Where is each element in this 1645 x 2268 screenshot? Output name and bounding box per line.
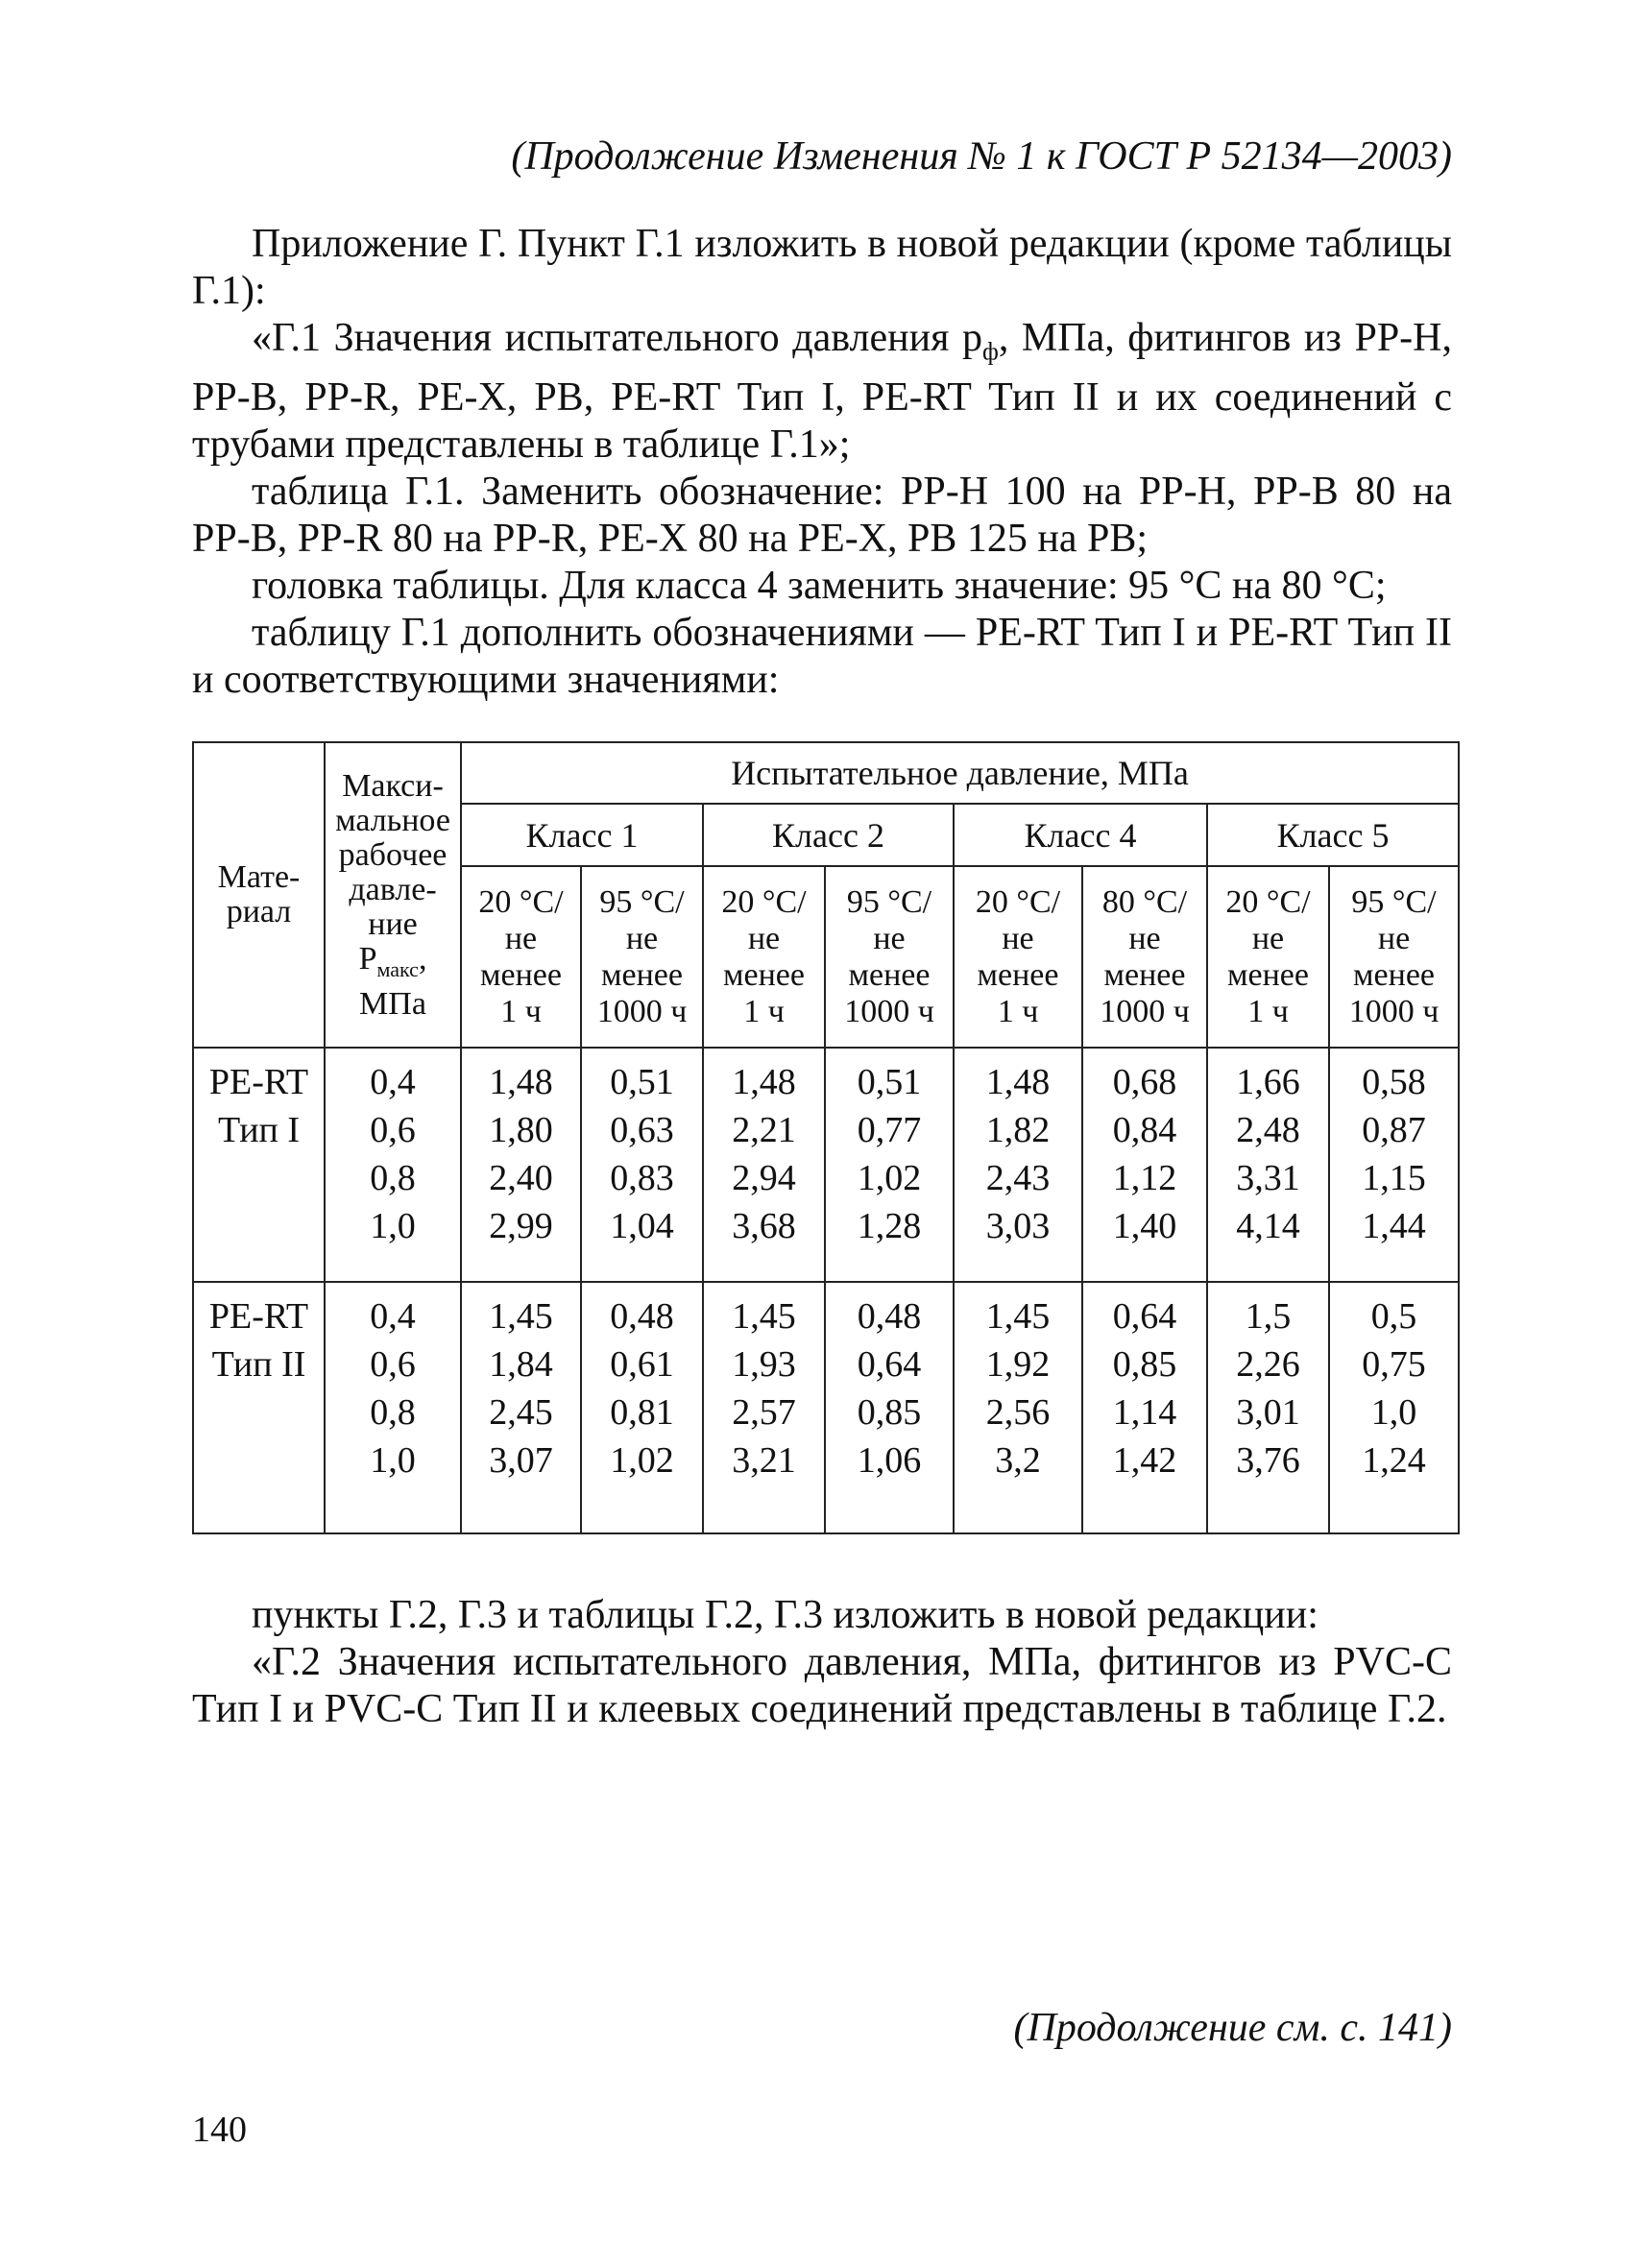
pressure-values-cell xyxy=(825,1048,954,1282)
pressure-value: 1,24 xyxy=(1362,1440,1426,1482)
pressure-value: 0,61 xyxy=(610,1344,674,1386)
g1-text-before: «Г.1 Значения испытательного давления p xyxy=(252,316,982,360)
pressure-value: 0,75 xyxy=(1362,1344,1426,1386)
header-condition-6 xyxy=(1082,866,1207,1048)
pressure-value: 2,43 xyxy=(985,1158,1051,1199)
pressure-value: 1,80 xyxy=(489,1110,553,1151)
condition-line: не xyxy=(625,920,659,956)
pmax-line: мальное xyxy=(335,802,450,838)
pressure-value: 0,85 xyxy=(1112,1344,1177,1386)
condition-line: 1000 ч xyxy=(596,993,688,1029)
pressure-value: 1,45 xyxy=(489,1296,553,1338)
pressure-value: 0,87 xyxy=(1362,1110,1426,1151)
condition-line: менее xyxy=(1103,956,1186,993)
pressure-value: 1,45 xyxy=(985,1296,1051,1338)
condition-line: 1 ч xyxy=(1247,993,1289,1029)
condition-line: 80 °С/ xyxy=(1101,883,1188,920)
material-cell xyxy=(193,1048,325,1282)
condition-line: менее xyxy=(848,956,931,993)
condition-line: менее xyxy=(1353,956,1436,993)
group-row-pe-rt-type-2 xyxy=(193,1282,1459,1533)
pmax-value: 0,6 xyxy=(370,1344,416,1386)
pressure-value: 0,51 xyxy=(610,1062,674,1103)
pressure-value: 2,57 xyxy=(732,1392,796,1434)
pressure-value: 3,31 xyxy=(1236,1158,1300,1199)
condition-line: 20 °С/ xyxy=(478,883,564,920)
pressure-value: 1,42 xyxy=(1112,1440,1177,1482)
pressure-value: 0,48 xyxy=(610,1296,674,1338)
pressure-values-cell xyxy=(1082,1282,1207,1533)
pressure-values-cell xyxy=(825,1282,954,1533)
paragraph-g1 xyxy=(192,315,1452,469)
pmax-values-cell xyxy=(325,1048,461,1282)
pressure-value: 0,68 xyxy=(1112,1062,1177,1103)
pressure-value: 0,77 xyxy=(857,1110,922,1151)
g1-text-after: , МПа, фитингов из PP-H, PP-B, PP-R, PE-X, PB, PE-RT Тип I, PE-RT Тип II и их соединений с трубами представлены в таблице Г.1»; xyxy=(192,316,1452,468)
pressure-value: 4,14 xyxy=(1236,1206,1300,1247)
pressure-value: 1,92 xyxy=(985,1344,1051,1386)
pressure-value: 3,07 xyxy=(489,1440,553,1482)
pressure-value: 0,64 xyxy=(1112,1296,1177,1338)
pressure-value: 1,5 xyxy=(1245,1296,1292,1338)
pmax-value: 0,6 xyxy=(370,1110,416,1151)
header-class-4: Класс 4 xyxy=(954,804,1207,865)
pmax-line: ние xyxy=(368,905,418,942)
pressure-values-cell xyxy=(703,1048,825,1282)
pressure-value: 2,26 xyxy=(1236,1344,1300,1386)
pmax-value: 0,8 xyxy=(370,1392,416,1434)
body-text-top xyxy=(192,221,1452,704)
condition-line: не xyxy=(1377,920,1411,956)
condition-line: 20 °С/ xyxy=(1225,883,1311,920)
group-row-pe-rt-type-1 xyxy=(193,1048,1459,1282)
pressure-values-cell xyxy=(703,1282,825,1533)
condition-line: 95 °С/ xyxy=(599,883,685,920)
pressure-value: 1,06 xyxy=(857,1440,922,1482)
test-pressure-table xyxy=(192,741,1460,1534)
continuation-note: (Продолжение см. с. 141) xyxy=(1013,2006,1452,2050)
paragraph-g2: «Г.2 Значения испытательного давления, МПа, фитингов из PVC-C Тип I и PVC-C Тип II и клеевых соединений представлены в таблице Г.2. xyxy=(192,1640,1452,1731)
header-condition-3 xyxy=(703,866,825,1048)
pmax-comma: , xyxy=(418,940,427,977)
paragraph-table-add: таблицу Г.1 дополнить обозначениями — PE-RT Тип I и PE-RT Тип II и соответствующими значениями: xyxy=(192,611,1452,703)
paragraph-appendix: Приложение Г. Пункт Г.1 изложить в новой редакции (кроме таблицы Г.1): xyxy=(192,222,1452,313)
pressure-value: 1,44 xyxy=(1362,1206,1426,1247)
pressure-value: 3,76 xyxy=(1236,1440,1300,1482)
pressure-values-cell xyxy=(1207,1048,1329,1282)
pressure-values-cell xyxy=(461,1048,581,1282)
pressure-value: 2,21 xyxy=(732,1110,796,1151)
pressure-value: 0,5 xyxy=(1370,1296,1417,1338)
pressure-value: 1,15 xyxy=(1362,1158,1426,1199)
pressure-value: 1,93 xyxy=(732,1344,796,1386)
pmax-value: 0,8 xyxy=(370,1158,416,1199)
pressure-value: 3,01 xyxy=(1236,1392,1300,1434)
paragraph-table-g1: таблица Г.1. Заменить обозначение: PP-H 100 на PP-H, PP-B 80 на PP-B, PP-R 80 на PP-R, PE-X 80 на PE-X, PB 125 на PB; xyxy=(192,470,1452,562)
condition-line: 95 °С/ xyxy=(1351,883,1437,920)
material-line: PE-RT xyxy=(208,1062,309,1103)
header-condition-2 xyxy=(581,866,703,1048)
header-test-pressure: Испытательное давление, МПа xyxy=(461,742,1459,804)
condition-line: не xyxy=(1128,920,1161,956)
pressure-value: 1,48 xyxy=(985,1062,1051,1103)
paragraph-points: пункты Г.2, Г.3 и таблицы Г.2, Г.3 изложить в новой редакции: xyxy=(252,1593,1318,1637)
pressure-value: 0,51 xyxy=(857,1062,922,1103)
pressure-value: 3,68 xyxy=(732,1206,796,1247)
pressure-value: 2,45 xyxy=(489,1392,553,1434)
condition-line: 1 ч xyxy=(743,993,785,1029)
pressure-value: 1,48 xyxy=(489,1062,553,1103)
pmax-value: 0,4 xyxy=(370,1062,416,1103)
pressure-values-cell xyxy=(461,1282,581,1533)
pmax-line: Макси- xyxy=(342,767,444,804)
pressure-value: 0,63 xyxy=(610,1110,674,1151)
header-material: Мате-риал xyxy=(193,742,325,1048)
pressure-values-cell xyxy=(1082,1048,1207,1282)
pressure-value: 0,58 xyxy=(1362,1062,1426,1103)
pressure-value: 2,99 xyxy=(489,1206,553,1247)
condition-line: менее xyxy=(480,956,562,993)
pressure-value: 1,40 xyxy=(1112,1206,1177,1247)
condition-line: 1 ч xyxy=(500,993,542,1029)
pressure-value: 0,81 xyxy=(610,1392,674,1434)
pressure-value: 1,82 xyxy=(985,1110,1051,1151)
pressure-value: 2,40 xyxy=(489,1158,553,1199)
condition-line: 1000 ч xyxy=(1100,993,1190,1029)
condition-line: не xyxy=(504,920,538,956)
pressure-values-cell xyxy=(954,1282,1082,1533)
pmax-line: рабочее xyxy=(338,836,448,873)
pressure-value: 1,66 xyxy=(1236,1062,1300,1103)
header-condition-8 xyxy=(1329,866,1459,1048)
header-class-2: Класс 2 xyxy=(703,804,954,865)
pressure-value: 1,45 xyxy=(732,1296,796,1338)
page-number: 140 xyxy=(192,2110,247,2150)
pmax-line: давле- xyxy=(349,871,437,907)
condition-line: 20 °С/ xyxy=(975,883,1061,920)
pressure-value: 1,84 xyxy=(489,1344,553,1386)
pressure-value: 0,85 xyxy=(857,1392,922,1434)
pmax-symbol-line xyxy=(326,942,460,987)
pressure-value: 0,64 xyxy=(857,1344,922,1386)
header-condition-1 xyxy=(461,866,581,1048)
pressure-values-cell xyxy=(1207,1282,1329,1533)
header-max-pressure xyxy=(325,742,461,1048)
paragraph-table-head: головка таблицы. Для класса 4 заменить значение: 95 °С на 80 °С; xyxy=(252,564,1387,609)
condition-line: менее xyxy=(601,956,683,993)
pressure-value: 1,04 xyxy=(610,1206,674,1247)
material-line: Тип II xyxy=(211,1344,306,1386)
pressure-value: 2,56 xyxy=(985,1392,1051,1434)
material-cell xyxy=(193,1282,325,1533)
pressure-value: 1,14 xyxy=(1112,1392,1177,1434)
pressure-value: 1,02 xyxy=(610,1440,674,1482)
pressure-value: 0,84 xyxy=(1112,1110,1177,1151)
g1-subscript: ф xyxy=(981,337,999,366)
header-class-5: Класс 5 xyxy=(1207,804,1459,865)
pressure-values-cell xyxy=(1329,1048,1459,1282)
pmax-value: 1,0 xyxy=(370,1440,416,1482)
pressure-value: 1,02 xyxy=(857,1158,922,1199)
pmax-value: 1,0 xyxy=(370,1206,416,1247)
pressure-values-cell xyxy=(581,1282,703,1533)
pressure-value: 1,28 xyxy=(857,1206,922,1247)
pressure-values-cell xyxy=(1329,1282,1459,1533)
condition-line: 95 °С/ xyxy=(846,883,932,920)
condition-line: 1 ч xyxy=(997,993,1039,1029)
material-line: Тип I xyxy=(217,1110,301,1151)
condition-line: не xyxy=(873,920,906,956)
condition-line: менее xyxy=(723,956,805,993)
material-line: PE-RT xyxy=(208,1296,309,1338)
pressure-values-cell xyxy=(581,1048,703,1282)
condition-line: 1000 ч xyxy=(844,993,934,1029)
condition-line: менее xyxy=(1227,956,1309,993)
condition-line: 1000 ч xyxy=(1348,993,1439,1029)
condition-line: менее xyxy=(977,956,1059,993)
pressure-value: 2,94 xyxy=(732,1158,796,1199)
pmax-subscript: макс xyxy=(376,956,419,981)
header-condition-4 xyxy=(825,866,954,1048)
pressure-value: 3,2 xyxy=(995,1440,1041,1482)
condition-line: 20 °С/ xyxy=(721,883,807,920)
pressure-value: 3,03 xyxy=(985,1206,1051,1247)
pressure-value: 3,21 xyxy=(732,1440,796,1482)
condition-line: не xyxy=(747,920,781,956)
condition-line: не xyxy=(1002,920,1034,956)
pressure-value: 2,48 xyxy=(1236,1110,1300,1151)
pressure-value: 1,48 xyxy=(732,1062,796,1103)
pmax-symbol: P xyxy=(358,940,377,977)
body-text-bottom xyxy=(192,1592,1452,1733)
header-condition-5 xyxy=(954,866,1082,1048)
header-class-1: Класс 1 xyxy=(461,804,703,865)
pressure-value: 1,12 xyxy=(1112,1158,1177,1199)
pmax-unit: МПа xyxy=(359,985,426,1022)
pressure-value: 0,48 xyxy=(857,1296,922,1338)
header-condition-7 xyxy=(1207,866,1329,1048)
running-header: (Продолжение Изменения № 1 к ГОСТ Р 52134—2003) xyxy=(511,134,1452,179)
pmax-values-cell xyxy=(325,1282,461,1533)
pressure-values-cell xyxy=(954,1048,1082,1282)
condition-line: не xyxy=(1251,920,1285,956)
pmax-value: 0,4 xyxy=(370,1296,416,1338)
pressure-value: 0,83 xyxy=(610,1158,674,1199)
pressure-value: 1,0 xyxy=(1370,1392,1417,1434)
